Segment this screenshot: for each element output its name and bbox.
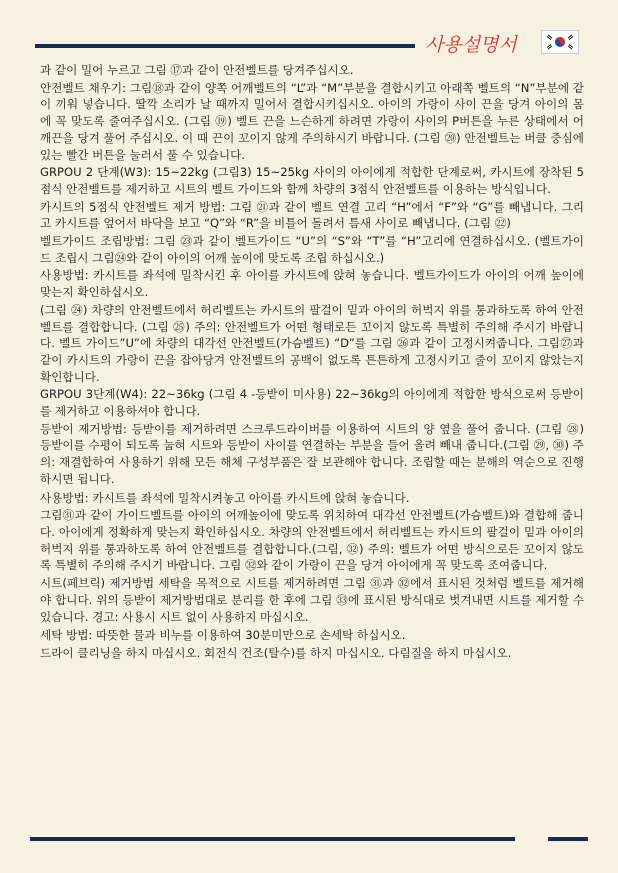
- paragraph-5: 벨트가이드 조립방법: 그림 ㉓과 같이 벨트가이드 “U”의 “S”와 “T”를 “H”고리에 연결하십시오. (벨트가이드 조립시 그림㉔와 같이 아이의 어깨 높이에 맞도록 조립 하십시오.): [40, 234, 584, 265]
- footer-rule: [30, 837, 515, 841]
- paragraph-10: 사용방법: 카시트를 좌석에 밀착시켜놓고 아이를 카시트에 앉혀 놓습니다.: [40, 490, 410, 505]
- paragraph-4: 카시트의 5점식 안전벨트 제거 방법: 그림 ㉑과 같이 벨트 연결 고리 “H”에서 “F”와 “G”를 빼냅니다. 그리고 카시트를 엎어서 바닥을 보고 “Q”와 “R”을 비틀어 돌려서 틈새 사이로 빼냅니다. (그림 ㉒): [40, 199, 584, 231]
- korea-flag-icon: [541, 30, 579, 54]
- paragraph-6: 사용방법: 카시트를 좌석에 밀착시킨 후 아이를 카시트에 앉혀 놓습니다. 벨트가이드가 아이의 어깨 높이에 맞는지 확인하십시오.: [40, 268, 584, 300]
- paragraph-9: 등받이 제거방법: 등받이를 제거하려면 스크루드라이버를 이용하여 시트의 양 옆을 풀어 줍니다. (그림 ㉘) 등받이를 수평이 되도록 눕혀 시트와 등받이 사이를 연결하는 부분을 들어 올려 빼내 줍니다.(그림 ㉙, ㉚) 주의: 재결합하여 사용하기 위해 모든 해체 구성부품은 잘 보관해야 합니다. 조립할 때는 분해의 역순으로 진행하시면 됩니다.: [40, 421, 584, 486]
- page-header: [0, 0, 618, 60]
- paragraph-11: 그림㉛과 같이 가이드벨트를 아이의 어깨높이에 맞도록 위치하여 대각선 안전벨트(가슴벨트)와 결합해 줍니다. 아이에게 정확하게 맞는지 확인하십시오. 차량의 안전벨트에서 허리벨트는 카시트의 팔걸이 밑과 아이의 허벅지 위를 통과하도록 하여 안전벨트를 결합합니다.(그림, ㉜) 주의: 벨트가 어떤 방식으로든 꼬이지 않도록 특별히 주의해 주시기 바랍니다. 그림 ㉜와 같이 가랑이 끈을 당겨 아이에게 꼭 맞도록 조여줍니다.: [40, 508, 584, 573]
- paragraph-7: (그림 ㉔) 차량의 안전벨트에서 허리벨트는 카시트의 팔걸이 밑과 아이의 허벅지 위를 통과하도록 하여 안전벨트를 결합합니다. (그림 ㉕) 주의: 안전벨트가 어떤 형태로든 꼬이지 않도록 특별히 주의해 주시기 바랍니다. 벨트 가이드”U”에 차량의 대각선 안전벨트(가슴벨트) “D”를 그림 ㉖과 같이 고정시켜줍니다. 그림㉗과 같이 카시트의 가랑이 끈을 잡아당겨 안전벨트의 공백이 없도록 튼튼하게 고정시키고 줄이 꼬이지 않았는지 확인합니다.: [40, 302, 584, 384]
- page-title: 사용설명서: [425, 34, 517, 56]
- paragraph-12: 시트(페브릭) 제거방법 세탁을 목적으로 시트를 제거하려면 그림 ㉛과 ㉜에서 표시된 것처럼 벨트를 제거해야 합니다. 위의 등받이 제거방법대로 분리를 한 후에 그림 ㉝에 표시된 방식대로 벗겨내면 시트를 제거할 수 있습니다. 경고: 사용시 시트 없이 사용하지 마십시오.: [40, 576, 584, 624]
- paragraph-1: 과 같이 밀어 누르고 그림 ⑰과 같이 안전벨트를 당겨주십시오.: [40, 63, 354, 77]
- paragraph-14: 드라이 클리닝을 하지 마십시오. 회전식 건조(탈수)를 하지 마십시오. 다림질을 하지 마십시오.: [40, 645, 512, 660]
- manual-body: [40, 62, 584, 663]
- paragraph-3: GRPOU 2 단계(W3): 15~22kg (그림3) 15~25kg 사이의 아이에게 적합한 단계로써, 카시트에 장착된 5점식 안전벨트를 제거하고 시트의 벨트 가이드와 함께 차량의 3점식 안전벨트를 이용하는 방식입니다.: [40, 165, 584, 196]
- paragraph-2: 안전벨트 채우기: 그림⑱과 같이 양쪽 어깨벨트의 “L”과 “M”부분을 결합시키고 아래쪽 벨트의 “N”부분에 같이 끼워 넣습니다. 딸깍 소리가 날 때까지 밀어서 결합시키십시오. 아이의 가랑이 사이 끈을 당겨 아이의 몸에 꼭 맞도록 줄여주십시오. (그림 ⑲) 벨트 끈을 느슨하게 하려면 가랑이 사이의 P버튼을 누른 상태에서 어깨끈을 당겨 풀어 주십시오. 이 때 끈이 꼬이지 않게 주의하시기 바랍니다. (그림 ⑳) 안전벨트는 버클 중심에 있는 빨간 버튼을 눌러서 풀 수 있습니다.: [40, 80, 584, 162]
- footer-rule-right: [548, 837, 588, 841]
- header-rule: [35, 44, 415, 48]
- paragraph-13: 세탁 방법: 따뜻한 물과 비누를 이용하여 30분미만으로 손세탁 하십시오.: [40, 628, 406, 643]
- paragraph-8: GRPOU 3단계(W4): 22~36kg (그림 4 -등받이 미사용) 22~36kg의 아이에게 적합한 방식으로써 등받이를 제거하고 이용하셔야 합니다.: [40, 387, 584, 419]
